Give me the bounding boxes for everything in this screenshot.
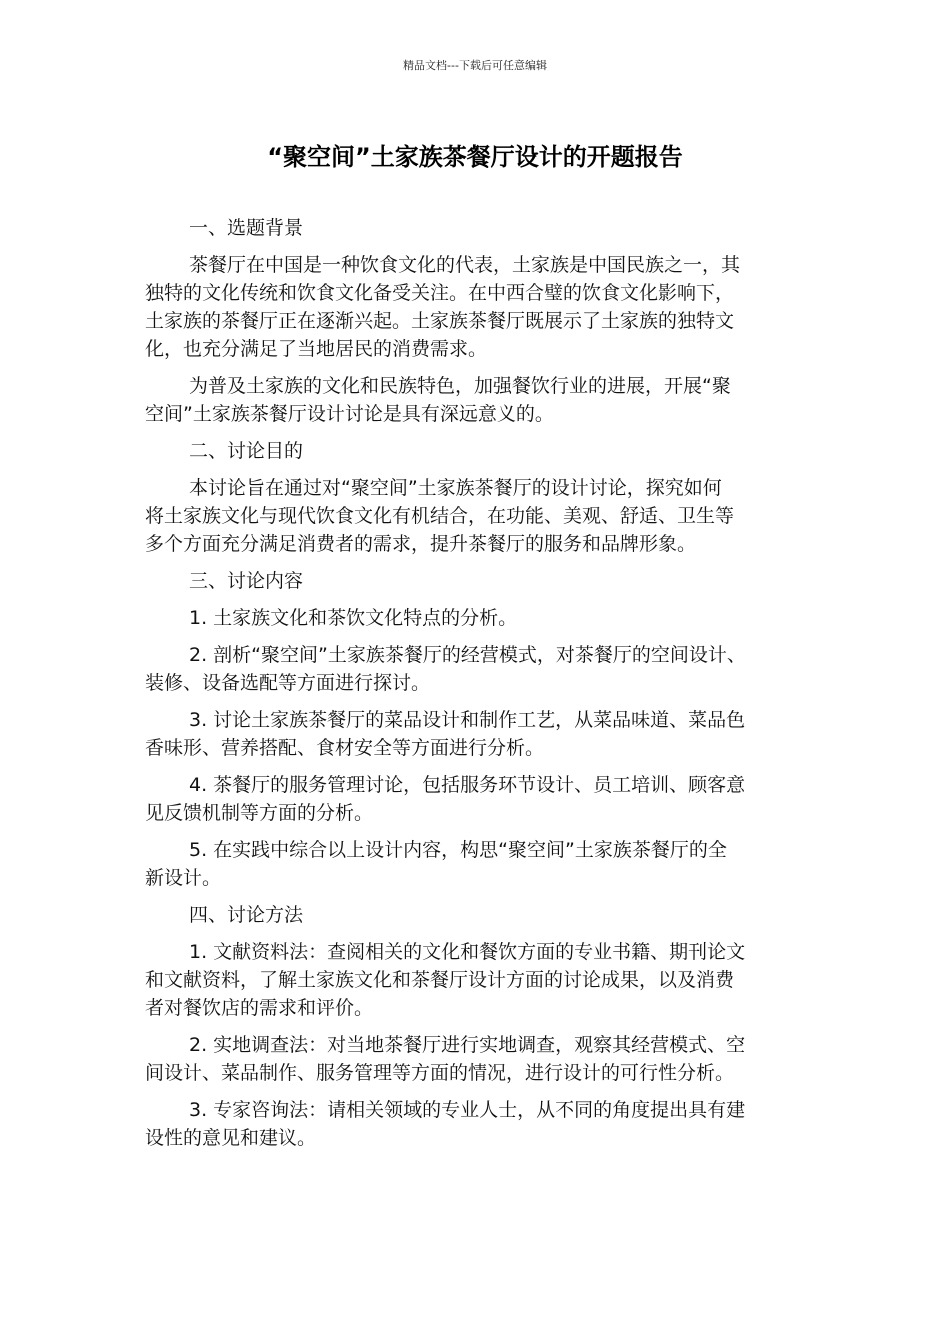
text-line: 将土家族文化与现代饮食文化有机结合，在功能、美观、舒适、卫生等 [145, 505, 735, 527]
text-line: 设性的意见和建议。 [145, 1127, 317, 1149]
text-line: 3. 专家咨询法：请相关领域的专业人士，从不同的角度提出具有建 [189, 1099, 746, 1121]
text-line: 装修、设备选配等方面进行探讨。 [145, 672, 431, 694]
content-item-4 [145, 771, 815, 827]
text-line: 5. 在实践中综合以上设计内容，构思“聚空间”土家族茶餐厅的全 [189, 839, 727, 861]
text-line: 多个方面充分满足消费者的需求，提升茶餐厅的服务和品牌形象。 [145, 533, 697, 555]
document-body [145, 214, 815, 1161]
method-item-2 [145, 1031, 815, 1087]
document-title: “聚空间”土家族茶餐厅设计的开题报告 [267, 143, 683, 171]
paragraph-background-2 [145, 372, 815, 428]
text-line: 新设计。 [145, 867, 222, 889]
text-line: 为普及土家族的文化和民族特色，加强餐饮行业的进展，开展“聚 [189, 375, 731, 397]
text-line: 和文献资料，了解土家族文化和茶餐厅设计方面的讨论成果，以及消费 [145, 969, 735, 991]
text-line: 4. 茶餐厅的服务管理讨论，包括服务环节设计、员工培训、顾客意 [189, 774, 746, 796]
text-line: 化，也充分满足了当地居民的消费需求。 [145, 338, 488, 360]
paragraph-background-1 [145, 251, 815, 363]
section-heading-methods: 四、讨论方法 [189, 904, 304, 926]
content-item-1 [145, 604, 815, 632]
method-item-1 [145, 938, 815, 1022]
text-line: 见反馈机制等方面的分析。 [145, 802, 374, 824]
section-heading-purpose: 二、讨论目的 [189, 440, 304, 462]
method-item-3 [145, 1096, 815, 1152]
text-line: 空间”土家族茶餐厅设计讨论是具有深远意义的。 [145, 403, 554, 425]
section-heading-background: 一、选题背景 [189, 217, 304, 239]
text-line: 土家族的茶餐厅正在逐渐兴起。土家族茶餐厅既展示了土家族的独特文 [145, 310, 735, 332]
text-line: 者对餐饮店的需求和评价。 [145, 997, 374, 1019]
text-line: 本讨论旨在通过对“聚空间”土家族茶餐厅的设计讨论，探究如何 [189, 477, 722, 499]
content-item-3 [145, 706, 815, 762]
header-note: 精品文档---下载后可任意编辑 [403, 59, 547, 72]
text-line: 茶餐厅在中国是一种饮食文化的代表，土家族是中国民族之一，其 [189, 254, 741, 276]
text-line: 独特的文化传统和饮食文化备受关注。在中西合璧的饮食文化影响下， [145, 282, 735, 304]
content-item-5 [145, 836, 815, 892]
text-line: 3. 讨论土家族茶餐厅的菜品设计和制作工艺，从菜品味道、菜品色 [189, 709, 746, 731]
text-line: 2. 剖析“聚空间”土家族茶餐厅的经营模式，对茶餐厅的空间设计、 [189, 644, 746, 666]
text-line: 1. 土家族文化和茶饮文化特点的分析。 [189, 607, 518, 629]
text-line: 香味形、营养搭配、食材安全等方面进行分析。 [145, 737, 545, 759]
paragraph-purpose [145, 474, 815, 558]
text-line: 间设计、菜品制作、服务管理等方面的情况，进行设计的可行性分析。 [145, 1062, 735, 1084]
text-line: 1. 文献资料法：查阅相关的文化和餐饮方面的专业书籍、期刊论文 [189, 941, 746, 963]
content-item-2 [145, 641, 815, 697]
section-heading-content: 三、讨论内容 [189, 570, 304, 592]
text-line: 2. 实地调查法：对当地茶餐厅进行实地调查，观察其经营模式、空 [189, 1034, 746, 1056]
